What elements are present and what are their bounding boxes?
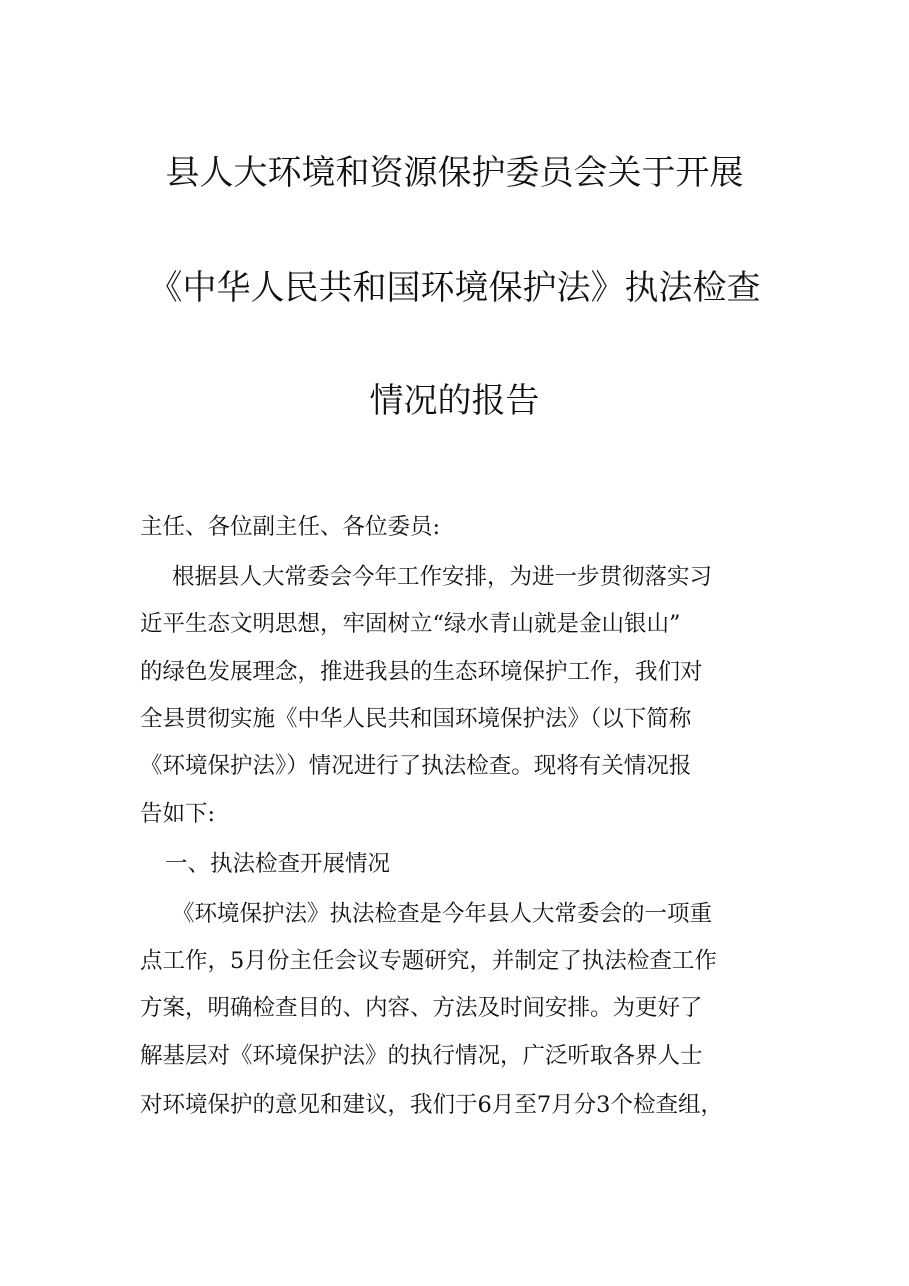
salutation: 主任、各位副主任、各位委员: — [140, 514, 441, 540]
paragraph-2-line: 方案，明确检查目的、内容、方法及时间安排。为更好了 — [140, 995, 703, 1021]
paragraph-1-line: 近平生态文明思想，牢固树立“绿水青山就是金山银山” — [140, 611, 681, 637]
report-title-line-1: 县人大环境和资源保护委员会关于开展 — [165, 153, 744, 193]
report-title-line-2: 《中华人民共和国环境保护法》执法检查 — [148, 268, 761, 308]
paragraph-2-line: 点工作，5月份主任会议专题研究，并制定了执法检查工作 — [140, 948, 717, 974]
paragraph-1-line: 《环境保护法》）情况进行了执法检查。现将有关情况报 — [140, 753, 692, 779]
paragraph-2-line: 解基层对《环境保护法》的执行情况，广泛听取各界人士 — [140, 1043, 703, 1069]
report-title-line-3: 情况的报告 — [369, 381, 540, 421]
paragraph-1-line: 全县贯彻实施《中华人民共和国环境保护法》（以下简称 — [140, 706, 692, 732]
paragraph-1-line: 根据县人大常委会今年工作安排，为进一步贯彻落实习 — [172, 564, 713, 590]
paragraph-1-line: 的绿色发展理念，推进我县的生态环境保护工作，我们对 — [140, 659, 703, 685]
section-1-heading: 一、执法检查开展情况 — [165, 851, 391, 877]
paragraph-1-line: 告如下: — [140, 801, 216, 827]
paragraph-2-line: 对环境保护的意见和建议，我们于6月至7月分3个检查组， — [140, 1092, 723, 1118]
paragraph-2-line: 《环境保护法》执法检查是今年县人大常委会的一项重 — [172, 901, 713, 927]
